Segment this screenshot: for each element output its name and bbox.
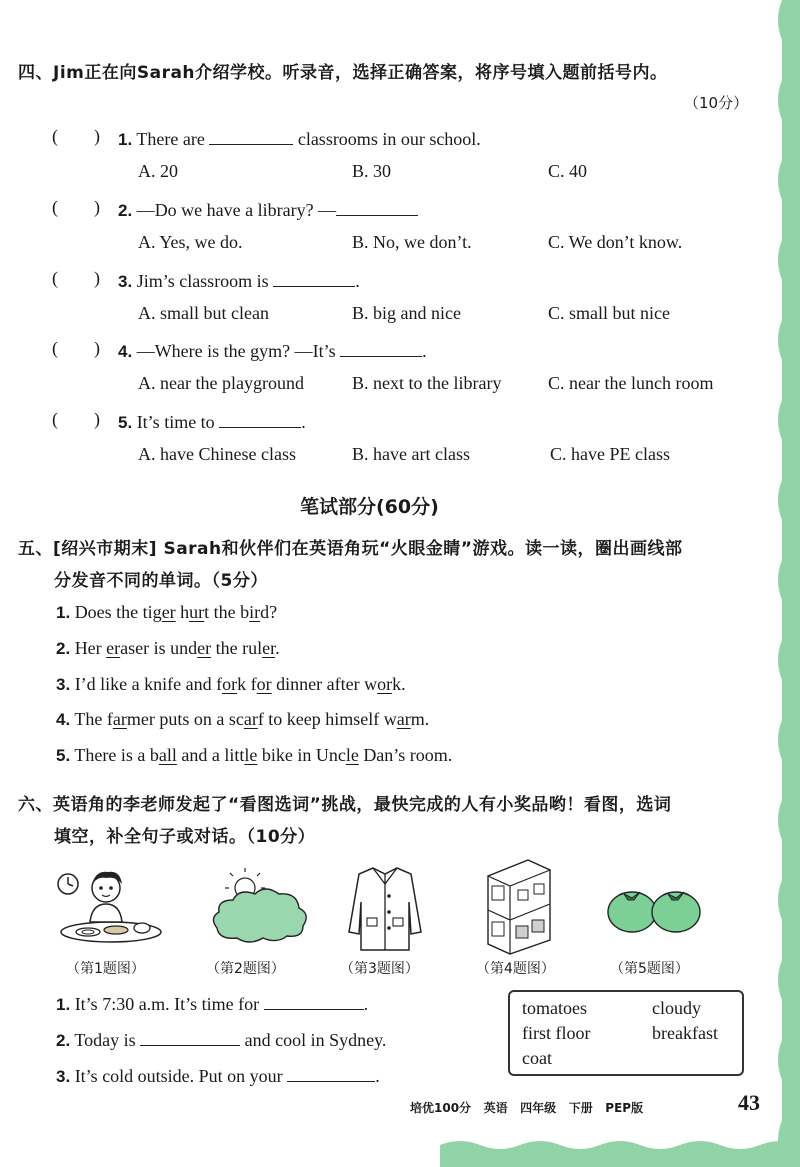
option-b: B. 30 bbox=[352, 161, 392, 181]
boy-eating-breakfast-illustration bbox=[56, 866, 166, 946]
picture-caption-5: （第5题图） bbox=[610, 961, 689, 977]
section4-heading: 四、Jim正在向Sarah介绍学校。听录音，选择正确答案，将序号填入题前括号内。 bbox=[18, 63, 668, 83]
word-option[interactable]: coat bbox=[522, 1048, 552, 1068]
answer-blank[interactable] bbox=[336, 197, 418, 216]
answer-blank[interactable] bbox=[209, 126, 293, 145]
option-b: B. No, we don’t. bbox=[352, 232, 472, 252]
word-option[interactable]: cloudy bbox=[652, 998, 701, 1018]
option-b: B. big and nice bbox=[352, 303, 461, 323]
building-floors-illustration bbox=[478, 856, 558, 956]
cloudy-weather-illustration bbox=[205, 868, 315, 948]
option-c: C. have PE class bbox=[550, 444, 670, 464]
question-1: 1. There are classrooms in our school. bbox=[118, 126, 481, 150]
picture-caption-1: （第1题图） bbox=[66, 961, 145, 977]
answer-blank[interactable] bbox=[340, 338, 422, 357]
answer-blank[interactable] bbox=[287, 1063, 375, 1082]
word-option[interactable]: tomatoes bbox=[522, 998, 587, 1018]
word-box bbox=[508, 990, 744, 1076]
sentence-2[interactable]: 2. Her eraser is under the ruler. bbox=[56, 638, 280, 658]
answer-blank[interactable] bbox=[273, 268, 355, 287]
word-option[interactable]: breakfast bbox=[652, 1023, 718, 1043]
picture-caption-4: （第4题图） bbox=[476, 961, 555, 977]
answer-blank[interactable] bbox=[140, 1027, 240, 1046]
coat-illustration bbox=[345, 862, 425, 956]
question-4: 4. —Where is the gym? —It’s . bbox=[118, 338, 427, 362]
option-c: C. 40 bbox=[548, 161, 588, 181]
answer-paren[interactable]: ( ) bbox=[52, 338, 100, 358]
fill-sentence-1: 1. It’s 7:30 a.m. It’s time for . bbox=[56, 991, 368, 1015]
answer-paren[interactable]: ( ) bbox=[52, 197, 100, 217]
answer-paren[interactable]: ( ) bbox=[52, 126, 100, 146]
option-b: B. have art class bbox=[352, 444, 470, 464]
question-2: 2. —Do we have a library? — bbox=[118, 197, 418, 221]
question-3: 3. Jim’s classroom is . bbox=[118, 268, 360, 292]
option-c: C. small but nice bbox=[548, 303, 670, 323]
section6-heading-line2: 填空，补全句子或对话。（10分） bbox=[54, 827, 316, 847]
option-a: A. 20 bbox=[138, 161, 178, 181]
sentence-4[interactable]: 4. The farmer puts on a scarf to keep himself warm. bbox=[56, 709, 430, 729]
fill-sentence-3: 3. It’s cold outside. Put on your . bbox=[56, 1063, 380, 1087]
option-b: B. next to the library bbox=[352, 373, 502, 393]
answer-blank[interactable] bbox=[264, 991, 364, 1010]
option-c: C. near the lunch room bbox=[548, 373, 714, 393]
footer-info: 培优100分 英语 四年级 下册 PEP版 bbox=[410, 1101, 644, 1115]
decorative-bottom-band bbox=[440, 1127, 800, 1167]
sentence-5[interactable]: 5. There is a ball and a little bike in Uncle Dan’s room. bbox=[56, 745, 453, 765]
option-c: C. We don’t know. bbox=[548, 232, 683, 252]
option-a: A. Yes, we do. bbox=[138, 232, 243, 252]
picture-caption-2: （第2题图） bbox=[206, 961, 285, 977]
page-number: 43 bbox=[738, 1090, 760, 1115]
section6-heading-line1: 六、英语角的李老师发起了“看图选词”挑战，最快完成的人有小奖品哟！看图，选词 bbox=[18, 795, 672, 815]
tomatoes-illustration bbox=[604, 878, 704, 938]
fill-sentence-2: 2. Today is and cool in Sydney. bbox=[56, 1027, 386, 1051]
section5-heading-line2: 分发音不同的单词。（5分） bbox=[54, 571, 268, 591]
question-5: 5. It’s time to . bbox=[118, 409, 306, 433]
picture-caption-3: （第3题图） bbox=[340, 961, 419, 977]
sentence-3[interactable]: 3. I’d like a knife and fork for dinner after work. bbox=[56, 674, 406, 694]
decorative-border bbox=[772, 0, 800, 1167]
section4-points: （10分） bbox=[684, 94, 749, 112]
answer-blank[interactable] bbox=[219, 409, 301, 428]
option-a: A. near the playground bbox=[138, 373, 304, 393]
word-option[interactable]: first floor bbox=[522, 1023, 591, 1043]
sentence-1[interactable]: 1. Does the tiger hurt the bird? bbox=[56, 602, 278, 622]
option-a: A. have Chinese class bbox=[138, 444, 296, 464]
written-part-title: 笔试部分(60分) bbox=[300, 496, 439, 518]
answer-paren[interactable]: ( ) bbox=[52, 409, 100, 429]
section5-heading-line1: 五、[绍兴市期末] Sarah和伙伴们在英语角玩“火眼金睛”游戏。读一读，圈出画线部 bbox=[18, 539, 683, 559]
answer-paren[interactable]: ( ) bbox=[52, 268, 100, 288]
option-a: A. small but clean bbox=[138, 303, 269, 323]
